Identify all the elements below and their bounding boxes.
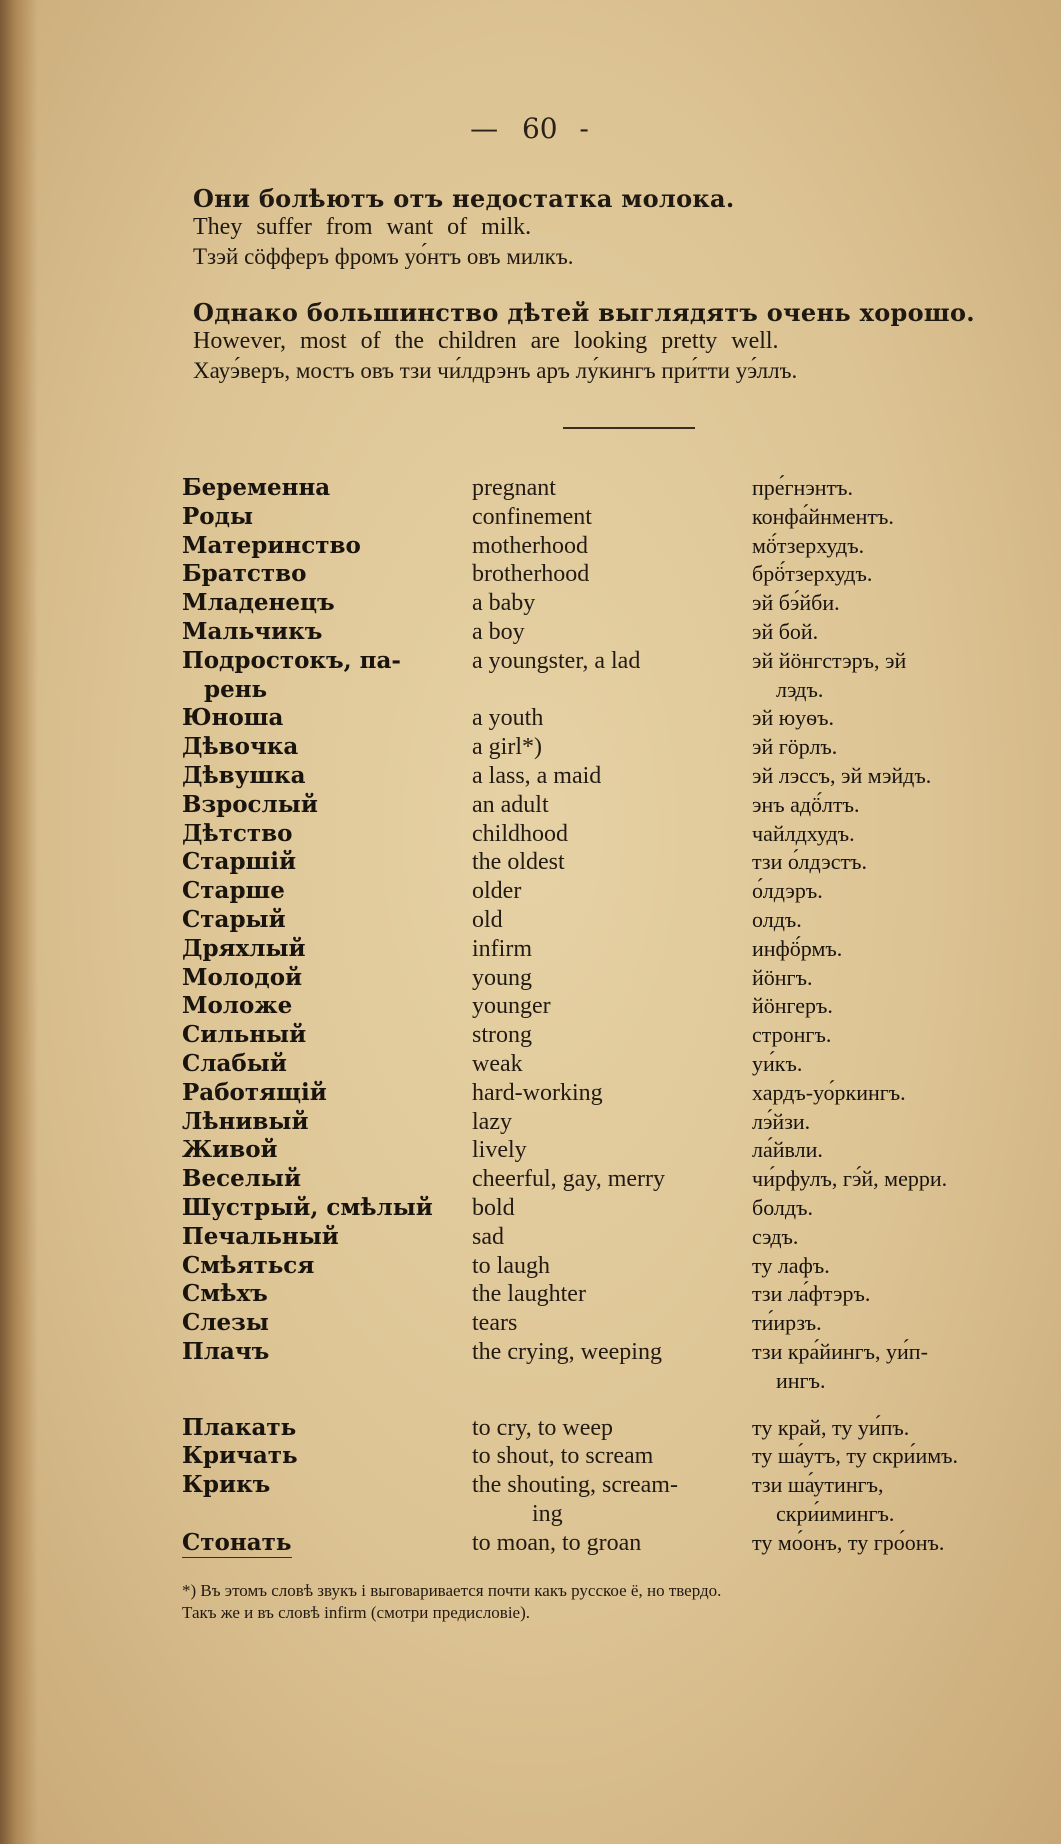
vocab-russian [182, 1442, 472, 1471]
example-sentence-2 [193, 298, 1013, 385]
vocab-russian [182, 1471, 472, 1500]
vocab-russian [182, 877, 472, 906]
vocab-row [182, 704, 1022, 733]
vocab-transcription [752, 532, 1022, 561]
vocab-transcription-text: ту лафъ. [752, 1252, 830, 1278]
vocab-row [182, 1252, 1022, 1281]
vocab-transcription-text: тзи ла́фтэръ. [752, 1281, 871, 1307]
vocab-row [182, 906, 1022, 935]
vocab-transcription-text: сэдъ. [752, 1223, 799, 1249]
vocab-transcription-continuation: ингъ. [776, 1367, 826, 1393]
vocab-russian-text: Младенецъ [182, 589, 335, 617]
vocab-russian [182, 1050, 472, 1079]
vocab-transcription [752, 848, 1022, 877]
vocab-russian-text: Слезы [182, 1309, 269, 1337]
vocab-row [182, 503, 1022, 532]
vocab-english [472, 1136, 752, 1165]
vocab-english-continuation: ing [532, 1500, 563, 1527]
example-1-english: They suffer from want of milk. [193, 214, 532, 240]
vocab-russian [182, 647, 472, 705]
vocab-russian [182, 1108, 472, 1137]
vocab-transcription-text: олдъ. [752, 906, 802, 932]
vocab-transcription [752, 820, 1022, 849]
vocab-english-text: weak [472, 1050, 523, 1077]
vocab-transcription-text: лэ́йзи. [752, 1108, 811, 1134]
vocab-english [472, 1108, 752, 1137]
vocab-english-text: sad [472, 1223, 504, 1250]
vocab-russian-text: Крикъ [182, 1471, 271, 1499]
vocab-transcription-text: мӧ́тзерхудъ. [752, 532, 865, 558]
vocab-english [472, 647, 752, 676]
vocab-transcription [752, 474, 1022, 503]
vocab-row [182, 964, 1022, 993]
vocab-english-text: lively [472, 1137, 527, 1164]
vocab-transcription-continuation: скри́имингъ. [776, 1500, 895, 1526]
vocab-russian [182, 704, 472, 733]
vocab-russian [182, 1079, 472, 1108]
vocab-row [182, 1280, 1022, 1309]
vocab-russian [182, 1165, 472, 1194]
vocab-transcription [752, 762, 1022, 791]
vocab-english [472, 791, 752, 820]
vocab-english-text: the crying, weeping [472, 1338, 662, 1365]
vocab-english [472, 474, 752, 503]
vocab-english-text: younger [472, 993, 551, 1020]
vocab-english-text: a baby [472, 590, 536, 617]
vocab-russian-text: Лѣнивый [182, 1107, 309, 1135]
vocab-russian-text: Дѣвочка [182, 733, 299, 761]
vocab-transcription-text: йӧнгеръ. [752, 993, 833, 1019]
vocab-english [472, 1471, 752, 1529]
vocab-russian-text: Работящій [182, 1078, 327, 1106]
vocab-transcription [752, 906, 1022, 935]
page-number-value: 60 [521, 112, 558, 145]
vocab-english [472, 532, 752, 561]
example-1-russian: Они болѣютъ отъ недостатка молока. [193, 184, 735, 213]
vocab-transcription-text: ла́йвли. [752, 1137, 823, 1163]
footnote-divider [182, 1557, 292, 1558]
vocab-transcription-text: эй йӧнгстэръ, эй [752, 647, 907, 673]
vocab-russian-text: Смѣхъ [182, 1280, 268, 1308]
vocab-row [182, 1529, 1022, 1558]
vocab-transcription-text: уи́къ. [752, 1050, 803, 1076]
vocab-english-text: tears [472, 1310, 518, 1337]
vocab-russian [182, 1223, 472, 1252]
vocab-russian-text: Братство [182, 560, 307, 588]
vocab-russian [182, 1280, 472, 1309]
vocab-row [182, 589, 1022, 618]
vocab-row [182, 820, 1022, 849]
vocab-russian-text: Дѣвушка [182, 761, 306, 789]
vocab-russian [182, 1136, 472, 1165]
vocab-row [182, 560, 1022, 589]
vocab-transcription-text: инфӧ́рмъ. [752, 935, 843, 961]
vocab-russian [182, 1194, 472, 1223]
vocab-russian [182, 906, 472, 935]
vocab-english [472, 935, 752, 964]
vocab-english-text: bold [472, 1194, 515, 1221]
vocab-transcription-text: тзи кра́йингъ, уи́п- [752, 1338, 928, 1364]
vocab-russian-text: Плакать [182, 1413, 297, 1441]
vocab-russian-text: Стонать [182, 1528, 292, 1556]
vocab-english-text: the laughter [472, 1281, 586, 1308]
vocab-russian-text: Плачъ [182, 1337, 270, 1365]
vocab-row [182, 1021, 1022, 1050]
vocab-row [182, 1050, 1022, 1079]
vocab-english-text: to laugh [472, 1252, 550, 1279]
vocab-russian [182, 532, 472, 561]
vocab-transcription [752, 1529, 1022, 1558]
vocab-transcription [752, 1108, 1022, 1137]
vocab-english-text: a girl*) [472, 734, 542, 761]
vocab-english-text: a boy [472, 618, 525, 645]
vocab-english [472, 1309, 752, 1338]
vocab-russian-text: Старшій [182, 848, 297, 876]
vocab-transcription [752, 1079, 1022, 1108]
vocab-transcription [752, 1338, 1022, 1396]
vocab-row [182, 1108, 1022, 1137]
vocab-russian [182, 1252, 472, 1281]
page-number-dash-left: — [470, 112, 522, 145]
vocab-transcription [752, 1414, 1022, 1443]
vocab-english-text: childhood [472, 820, 568, 847]
vocab-russian [182, 474, 472, 503]
vocab-russian [182, 560, 472, 589]
vocab-russian-text: Дѣтство [182, 819, 293, 847]
vocab-russian-text: Живой [182, 1136, 278, 1164]
vocab-english [472, 906, 752, 935]
example-1-transcription: Тзэй сӧфферъ фромъ уо́нтъ овъ милкъ. [193, 244, 574, 269]
vocab-english [472, 618, 752, 647]
vocab-transcription [752, 1309, 1022, 1338]
vocabulary-list [182, 474, 1022, 1557]
vocab-english [472, 560, 752, 589]
vocab-transcription-text: чи́рфулъ, гэ́й, мерри. [752, 1166, 948, 1192]
vocab-english-text: lazy [472, 1108, 512, 1135]
vocab-english [472, 877, 752, 906]
vocab-transcription [752, 992, 1022, 1021]
vocab-russian-text: Старше [182, 877, 285, 905]
vocab-transcription-text: эй лэссъ, эй мэйдъ. [752, 762, 932, 788]
vocab-english [472, 1442, 752, 1471]
vocab-russian-text: Беременна [182, 474, 331, 501]
vocab-transcription [752, 1165, 1022, 1194]
vocab-english [472, 1338, 752, 1367]
vocab-russian-text: Веселый [182, 1165, 302, 1193]
vocab-row [182, 762, 1022, 791]
vocab-transcription-continuation: лэдъ. [776, 676, 824, 702]
vocab-transcription [752, 791, 1022, 820]
vocab-russian [182, 1021, 472, 1050]
vocab-russian [182, 1309, 472, 1338]
vocab-english [472, 1079, 752, 1108]
vocab-transcription [752, 1280, 1022, 1309]
vocab-transcription-text: эй юуѳъ. [752, 705, 835, 731]
vocab-english [472, 589, 752, 618]
vocab-english [472, 1165, 752, 1194]
vocab-transcription [752, 733, 1022, 762]
vocab-english [472, 503, 752, 532]
vocab-english [472, 820, 752, 849]
vocab-transcription [752, 503, 1022, 532]
vocab-row [182, 647, 1022, 705]
vocab-russian [182, 1529, 472, 1558]
vocab-transcription-text: ту ша́утъ, ту скри́имъ. [752, 1443, 959, 1469]
example-2-english: However, most of the children are looking pretty well. [193, 328, 779, 354]
vocab-transcription-text: тзи ша́утингъ, [752, 1472, 884, 1498]
vocab-russian [182, 503, 472, 532]
vocab-english-text: hard-working [472, 1079, 603, 1106]
vocab-transcription [752, 1252, 1022, 1281]
vocab-row [182, 474, 1022, 503]
vocab-row [182, 935, 1022, 964]
vocab-transcription [752, 1194, 1022, 1223]
vocab-transcription [752, 1021, 1022, 1050]
vocab-row [182, 1471, 1022, 1529]
vocab-english-text: cheerful, gay, merry [472, 1166, 666, 1193]
vocab-transcription-text: эй гӧрлъ. [752, 734, 838, 760]
vocab-row [182, 733, 1022, 762]
example-2-russian: Однако большинство дѣтей выглядятъ очень хорошо. [193, 298, 975, 327]
vocab-russian-text: Старый [182, 905, 286, 933]
vocab-russian [182, 762, 472, 791]
vocab-transcription [752, 704, 1022, 733]
page-number-dash-right: - [557, 112, 591, 145]
vocab-row [182, 992, 1022, 1021]
vocab-row [182, 877, 1022, 906]
vocab-russian-text: Материнство [182, 531, 361, 559]
vocab-russian-text: Роды [182, 502, 254, 530]
vocab-transcription-text: чайлдхудъ. [752, 820, 855, 846]
vocab-english-text: a lass, a maid [472, 762, 602, 789]
vocab-english-text: to cry, to weep [472, 1414, 614, 1441]
vocab-english-text: to moan, to groan [472, 1529, 642, 1556]
vocab-row [182, 848, 1022, 877]
vocab-russian-text: Молодой [182, 963, 303, 991]
vocab-row [182, 532, 1022, 561]
vocab-transcription-text: о́лдэръ. [752, 878, 823, 904]
vocab-russian [182, 848, 472, 877]
vocab-russian [182, 618, 472, 647]
vocab-english-text: old [472, 906, 503, 933]
vocab-english [472, 964, 752, 993]
footnote-line-2: Такъ же и въ словѣ infirm (смотри предисловіе). [182, 1603, 531, 1622]
vocab-row [182, 1165, 1022, 1194]
vocab-transcription [752, 935, 1022, 964]
vocab-row [182, 618, 1022, 647]
vocab-russian [182, 935, 472, 964]
example-sentence-1 [193, 184, 1013, 271]
vocab-english-text: the oldest [472, 849, 565, 876]
vocab-english [472, 1414, 752, 1443]
vocab-transcription-text: хардъ-уо́ркингъ. [752, 1079, 906, 1105]
vocab-english [472, 992, 752, 1021]
vocab-russian [182, 1338, 472, 1367]
vocab-english-text: a youngster, a lad [472, 647, 641, 674]
vocab-transcription [752, 647, 1022, 705]
vocab-row [182, 1194, 1022, 1223]
vocab-english-text: to shout, to scream [472, 1443, 654, 1470]
vocab-english-text: confinement [472, 503, 592, 530]
vocab-transcription-text: энъ адӧ́лтъ. [752, 791, 860, 817]
footnote [182, 1580, 1022, 1624]
vocab-transcription-text: тзи о́лдэстъ. [752, 849, 867, 875]
vocab-transcription-text: конфа́йнментъ. [752, 503, 894, 529]
vocab-english-text: strong [472, 1022, 532, 1049]
vocab-russian-text: Смѣяться [182, 1251, 315, 1279]
vocab-transcription [752, 1223, 1022, 1252]
vocab-row [182, 1223, 1022, 1252]
vocab-english [472, 733, 752, 762]
vocab-english-text: infirm [472, 935, 532, 962]
vocab-russian-text: Дряхлый [182, 934, 306, 962]
vocab-transcription [752, 964, 1022, 993]
vocab-english [472, 1194, 752, 1223]
vocab-transcription-text: болдъ. [752, 1194, 813, 1220]
vocab-row [182, 1442, 1022, 1471]
vocab-russian-text: Юноша [182, 704, 284, 732]
vocab-english [472, 1280, 752, 1309]
vocab-english-text: pregnant [472, 475, 556, 501]
vocab-russian-text: Шустрый, смѣлый [182, 1193, 433, 1221]
vocab-russian [182, 1414, 472, 1443]
vocab-transcription-text: ту мо́онъ, ту гро́онъ. [752, 1529, 945, 1555]
vocab-english-text: an adult [472, 791, 549, 818]
vocab-transcription [752, 618, 1022, 647]
page-number [0, 112, 1061, 145]
vocab-english-text: the shouting, scream- [472, 1472, 678, 1499]
vocab-transcription [752, 877, 1022, 906]
vocab-russian-text: Слабый [182, 1049, 287, 1077]
vocab-russian [182, 589, 472, 618]
vocab-russian [182, 791, 472, 820]
vocab-transcription-text: ту край, ту уи́пъ. [752, 1414, 910, 1440]
vocab-transcription [752, 560, 1022, 589]
vocab-transcription-text: пре́гнэнтъ. [752, 475, 854, 500]
vocab-transcription [752, 1136, 1022, 1165]
vocab-russian [182, 733, 472, 762]
vocab-row [182, 1079, 1022, 1108]
vocab-russian-text: Сильный [182, 1021, 307, 1049]
vocab-transcription-text: стронгъ. [752, 1022, 832, 1048]
vocab-english [472, 1252, 752, 1281]
vocab-row [182, 1309, 1022, 1338]
vocab-english [472, 848, 752, 877]
example-2-transcription: Хауэ́веръ, мостъ овъ тзи чи́лдрэнъ аръ лу́кингъ при́тти уэ́ллъ. [193, 358, 798, 383]
vocab-english-text: a youth [472, 705, 544, 732]
vocab-transcription-text: эй бэ́йби. [752, 590, 840, 616]
vocab-transcription-text: эй бой. [752, 618, 819, 644]
vocab-transcription [752, 1471, 1022, 1529]
vocab-row [182, 1338, 1022, 1396]
vocab-russian [182, 820, 472, 849]
vocab-russian-text: Мальчикъ [182, 617, 323, 645]
vocab-english [472, 704, 752, 733]
section-divider [563, 427, 695, 429]
vocab-english [472, 1223, 752, 1252]
vocab-english-text: young [472, 964, 532, 991]
vocab-english [472, 762, 752, 791]
vocab-transcription [752, 589, 1022, 618]
vocab-transcription [752, 1050, 1022, 1079]
footnote-line-1: *) Въ этомъ словѣ звукъ i выговаривается почти какъ русское ё, но твердо. [182, 1581, 722, 1600]
vocab-russian-text: Взрослый [182, 790, 318, 818]
vocab-english [472, 1050, 752, 1079]
vocab-transcription-text: йӧнгъ. [752, 964, 813, 990]
vocab-english-text: older [472, 878, 522, 905]
vocab-russian-text: Печальный [182, 1222, 339, 1250]
vocab-transcription-text: ти́ирзъ. [752, 1310, 822, 1336]
vocab-english-text: brotherhood [472, 561, 590, 588]
vocab-english-text: motherhood [472, 532, 588, 559]
vocab-row [182, 791, 1022, 820]
vocab-russian-text: Подростокъ, па- [182, 646, 401, 674]
vocab-english [472, 1021, 752, 1050]
vocab-russian [182, 992, 472, 1021]
vocab-russian-text: Кричать [182, 1442, 298, 1470]
vocab-row [182, 1414, 1022, 1443]
vocab-english [472, 1529, 752, 1558]
vocab-transcription-text: брӧ́тзерхудъ. [752, 561, 873, 587]
vocab-russian-text: Моложе [182, 992, 293, 1020]
vocab-transcription [752, 1442, 1022, 1471]
vocab-row [182, 1136, 1022, 1165]
vocab-russian-continuation: рень [204, 675, 268, 703]
vocab-russian [182, 964, 472, 993]
